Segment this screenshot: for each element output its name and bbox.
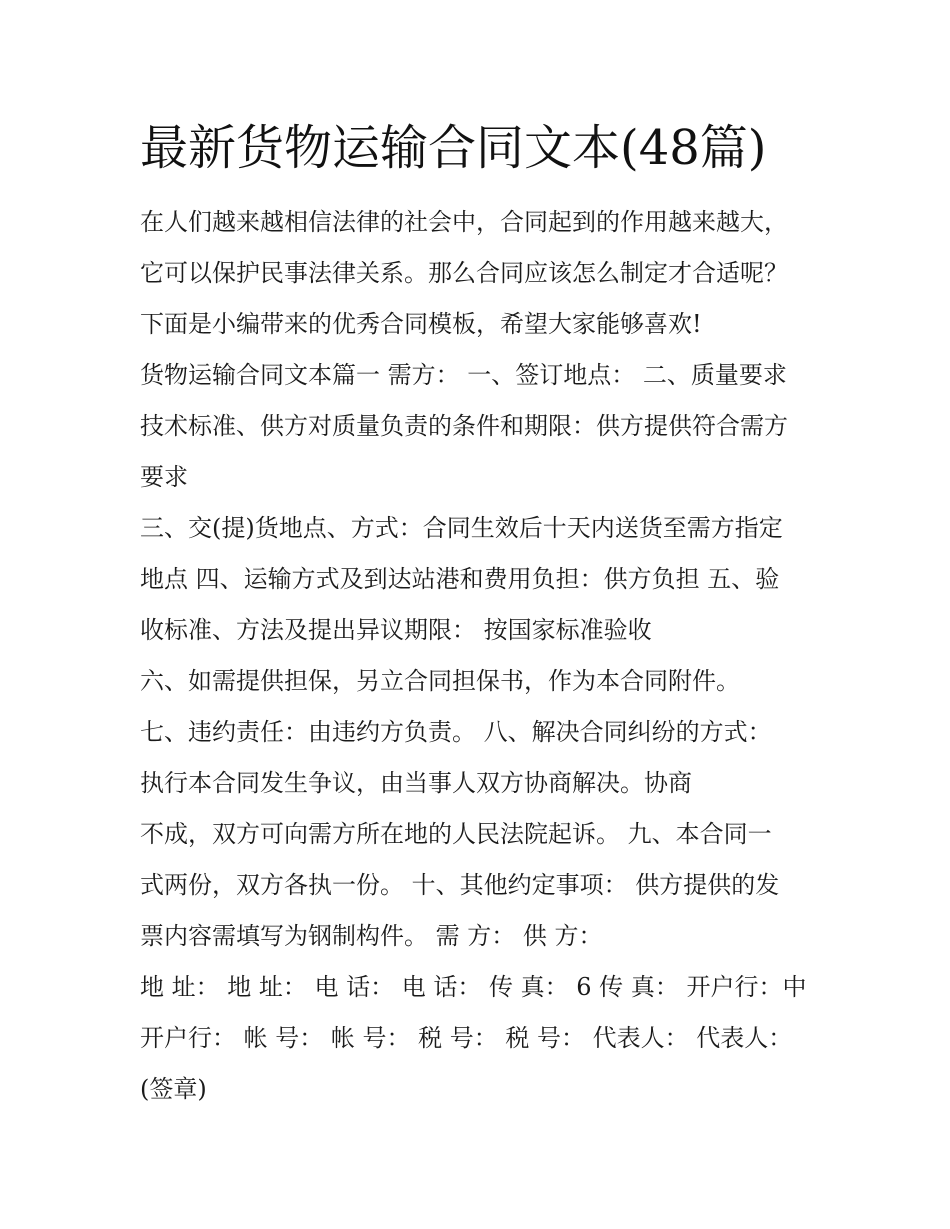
paragraph-line: 货物运输合同文本篇一 需方： 一、签订地点： 二、质量要求 xyxy=(140,361,787,389)
paragraph-line: 收标准、方法及提出异议期限： 按国家标准验收 xyxy=(140,616,652,644)
paragraph-line: 开户行： 帐 号： 帐 号： 税 号： 税 号： 代表人： 代表人： xyxy=(140,1024,793,1052)
paragraph-line: 不成，双方可向需方所在地的人民法院起诉。 九、本合同一 xyxy=(140,820,772,848)
paragraph-line: 地点 四、运输方式及到达站港和费用负担：供方负担 五、验 xyxy=(140,565,780,593)
paragraph-line: 六、如需提供担保，另立合同担保书，作为本合同附件。 xyxy=(140,667,740,695)
paragraph-line: 在人们越来越相信法律的社会中，合同起到的作用越来越大， xyxy=(140,208,788,236)
paragraph-line: 七、违约责任：由违约方负责。 八、解决合同纠纷的方式： xyxy=(140,718,772,746)
paragraph-line: 技术标准、供方对质量负责的条件和期限：供方提供符合需方 xyxy=(140,412,788,440)
paragraph-line: 要求 xyxy=(140,463,188,491)
document-title: 最新货物运输合同文本(48篇) xyxy=(140,120,767,176)
paragraph-line: 地 址： 地 址： 电 话： 电 话： 传 真： 6 传 真： 开户行：中 xyxy=(140,973,807,1001)
paragraph-line: 它可以保护民事法律关系。那么合同应该怎么制定才合适呢？ xyxy=(140,259,788,287)
paragraph-line: 下面是小编带来的优秀合同模板，希望大家能够喜欢! xyxy=(140,310,702,338)
paragraph-line: 票内容需填写为钢制构件。 需 方： 供 方： xyxy=(140,922,603,950)
paragraph-line: (签章) xyxy=(140,1075,207,1103)
paragraph-line: 执行本合同发生争议，由当事人双方协商解决。协商 xyxy=(140,769,692,797)
paragraph-line: 三、交(提)货地点、方式：合同生效后十天内送货至需方指定 xyxy=(140,514,783,542)
paragraph-line: 式两份，双方各执一份。 十、其他约定事项： 供方提供的发 xyxy=(140,871,780,899)
